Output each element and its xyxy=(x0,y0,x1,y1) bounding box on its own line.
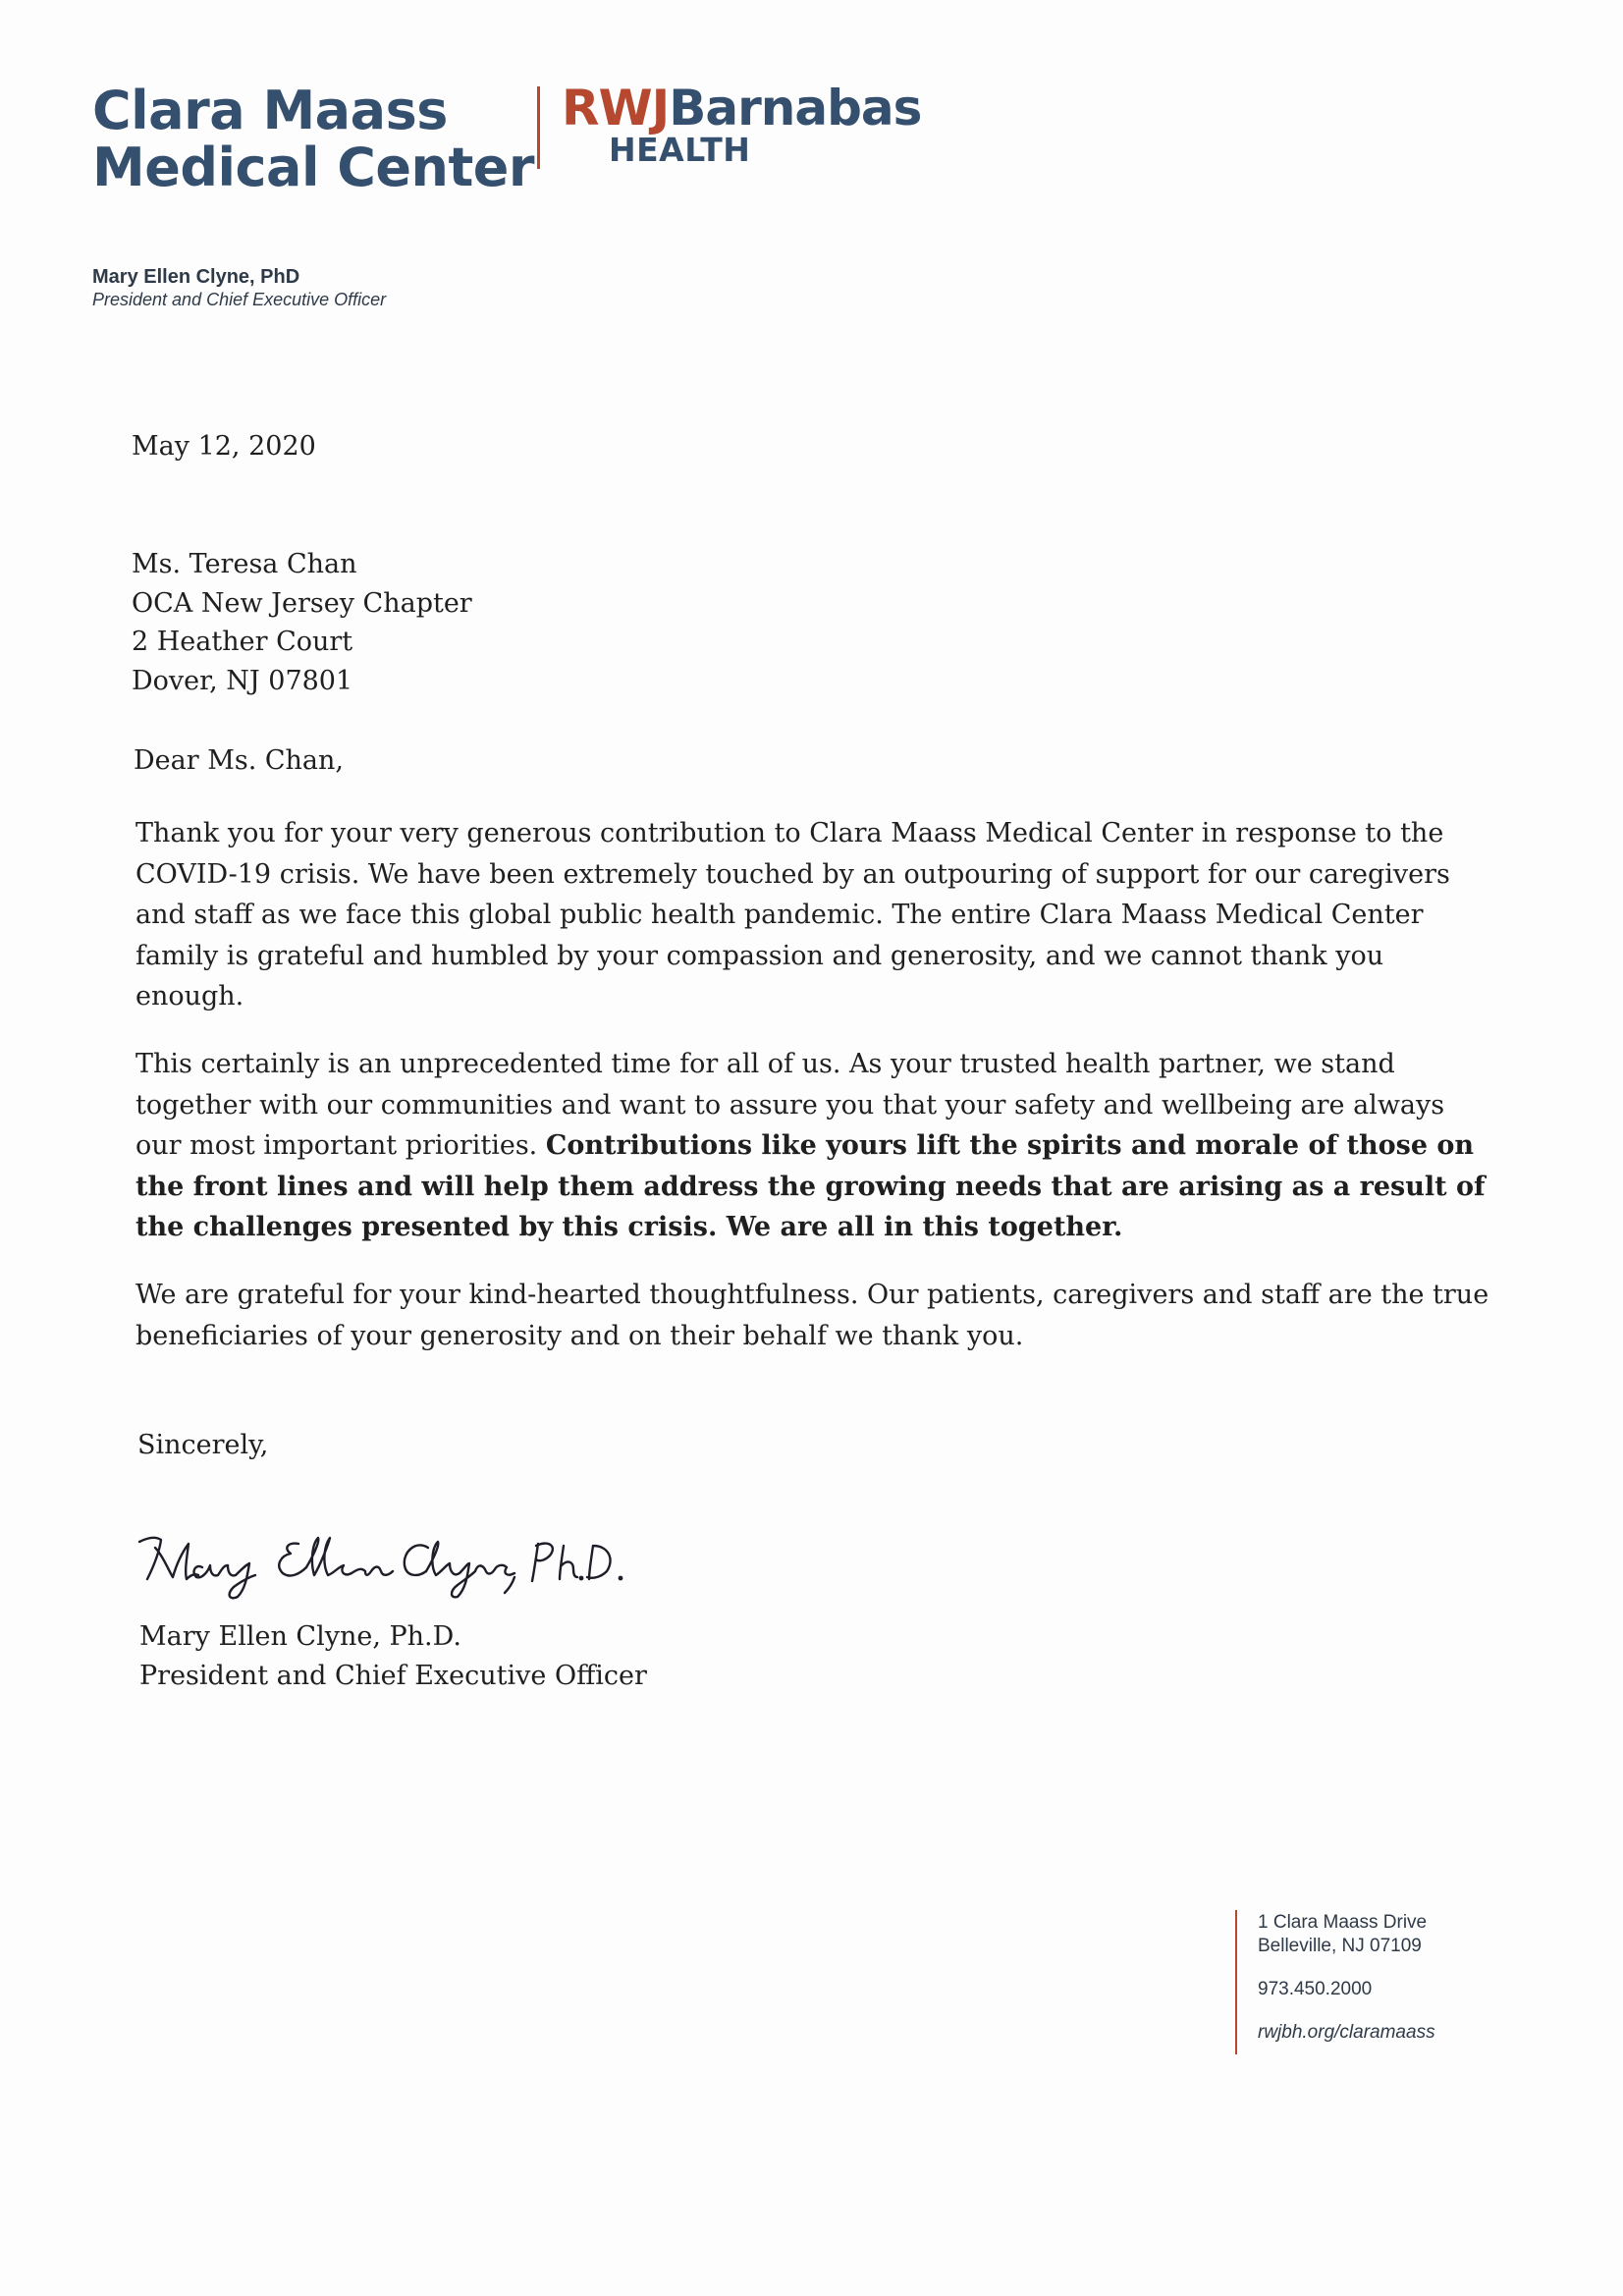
paragraph-line: family is grateful and humbled by your compassion and generosity, and we cannot thank you xyxy=(135,940,1384,971)
paragraph-bold-line: the challenges presented by this crisis. We are all in this together. xyxy=(135,1212,1123,1242)
executive-block xyxy=(92,265,386,310)
org-name-line2: Medical Center xyxy=(92,137,535,198)
paragraph-line: enough. xyxy=(135,981,244,1011)
sender-title: President and Chief Executive Officer xyxy=(139,1661,647,1691)
footer-website: rwjbh.org/claramaass xyxy=(1258,2022,1435,2043)
paragraph-line-mixed xyxy=(135,1125,1530,1167)
recipient-name: Ms. Teresa Chan xyxy=(132,549,357,579)
paragraph-bold-text: Contributions like yours lift the spirits and morale of those on xyxy=(545,1130,1475,1161)
paragraph-line: beneficiaries of your generosity and on their behalf we thank you. xyxy=(135,1320,1024,1351)
org-name-line1: Clara Maass xyxy=(92,80,448,141)
paragraph-line: We are grateful for your kind-hearted thoughtfulness. Our patients, caregivers and staff are the true xyxy=(135,1280,1489,1310)
paragraph-line: and staff as we face this global public health pandemic. The entire Clara Maass Medical Center xyxy=(135,900,1424,930)
footer-address-line2: Belleville, NJ 07109 xyxy=(1258,1936,1422,1956)
paragraph-line: COVID-19 crisis. We have been extremely touched by an outpouring of support for our caregivers xyxy=(135,858,1450,890)
body-paragraph-2 xyxy=(135,1044,1530,1248)
body-paragraph-1 xyxy=(135,813,1530,1017)
closing: Sincerely, xyxy=(137,1430,269,1460)
salutation: Dear Ms. Chan, xyxy=(134,745,344,776)
executive-title: President and Chief Executive Officer xyxy=(92,290,387,309)
logo-health: HEALTH xyxy=(609,131,751,169)
paragraph-plain-text: our most important priorities. xyxy=(135,1130,538,1161)
paragraph-bold-line: the front lines and will help them address the growing needs that are arising as a result of xyxy=(135,1171,1486,1202)
handwritten-signature xyxy=(126,1516,636,1609)
body-paragraph-3 xyxy=(135,1275,1530,1356)
footer-divider xyxy=(1235,1910,1237,2054)
sender-name: Mary Ellen Clyne, Ph.D. xyxy=(139,1621,461,1652)
footer-phone: 973.450.2000 xyxy=(1258,1979,1373,1999)
paragraph-line: This certainly is an unprecedented time for all of us. As your trusted health partner, we stand xyxy=(135,1049,1395,1079)
logo-rwj: RWJ xyxy=(562,80,670,137)
logo-divider xyxy=(537,86,540,169)
logo-barnabas: Barnabas xyxy=(669,80,922,137)
clara-maass-logo xyxy=(92,82,534,196)
rwjbarnabas-logo xyxy=(562,82,921,167)
paragraph-line: together with our communities and want to assure you that your safety and wellbeing are always xyxy=(135,1089,1445,1121)
recipient-street: 2 Heather Court xyxy=(132,627,353,657)
footer-address-line1: 1 Clara Maass Drive xyxy=(1258,1912,1428,1933)
sender-block xyxy=(139,1617,647,1696)
footer-contact xyxy=(1258,1911,1435,2045)
paragraph-line: Thank you for your very generous contribution to Clara Maass Medical Center in response to the xyxy=(135,818,1444,848)
recipient-city: Dover, NJ 07801 xyxy=(132,665,353,696)
letter-date: May 12, 2020 xyxy=(132,431,316,462)
recipient-organization: OCA New Jersey Chapter xyxy=(132,587,472,619)
executive-name: Mary Ellen Clyne, PhD xyxy=(92,266,300,288)
recipient-address xyxy=(132,545,472,700)
